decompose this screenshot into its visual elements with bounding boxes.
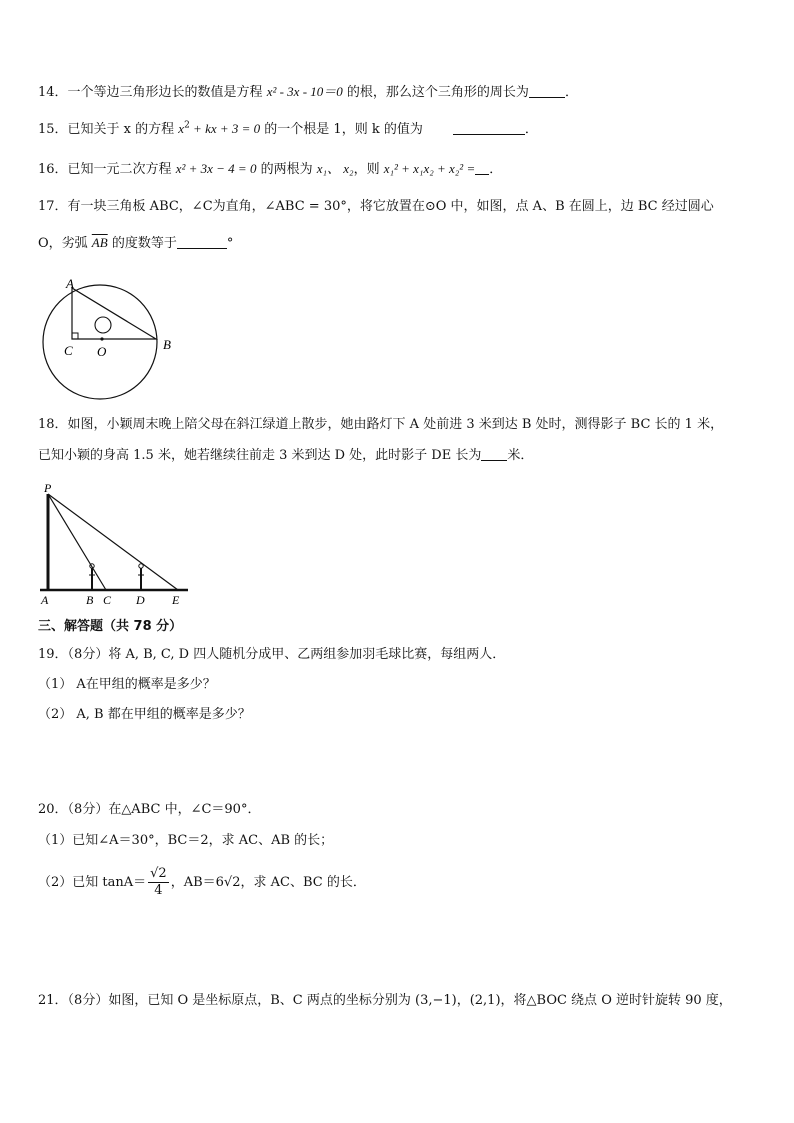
question-21-stem: 21．（8分）如图，已知 O 是坐标原点，B、C 两点的坐标分别为 (3,−1)，(2,1)，将△BOC 绕点 O 逆时针旋转 90 度，	[38, 993, 732, 1008]
q17-line2-suffix: 的度数等于	[107, 236, 177, 251]
question-20-part1: （1）已知∠A＝30°，BC＝2，求 AC、AB 的长；	[38, 833, 334, 848]
q16-then: ，则	[353, 162, 384, 177]
question-17-line2	[38, 234, 233, 253]
q15-end: ．	[524, 122, 538, 137]
section-3-heading: 三、解答题（共 78 分）	[38, 619, 183, 634]
question-19-part2: （2） A, B 都在甲组的概率是多少？	[38, 707, 251, 722]
label-a: A	[66, 276, 74, 291]
triangle-abc	[72, 288, 156, 339]
q16-roots: x₁、 x₂	[316, 161, 354, 176]
q20-part2-mid: ，AB＝6	[170, 875, 224, 890]
q17-degree: °	[226, 236, 234, 251]
label-p: P	[44, 481, 52, 495]
question-20-stem: 20．（8分）在△ABC 中，∠C＝90°．	[38, 802, 261, 817]
q17-circle-triangle-figure	[38, 272, 188, 402]
triangle-hole	[95, 317, 111, 333]
label-b: B	[86, 593, 94, 607]
label-o: O	[97, 344, 107, 359]
q16-prefix: 16．已知一元二次方程	[38, 162, 176, 177]
question-14	[38, 83, 578, 102]
question-18-line1: 18．如图，小颖周末晚上陪父母在斜江绿道上散步，她由路灯下 A 处前进 3 米到达 B 处时，测得影子 BC 长的 1 米，	[38, 417, 724, 432]
tan-a-fraction	[148, 866, 169, 899]
q18-line2-prefix: 已知小颖的身高 1.5 米，她若继续往前走 3 米到达 D 处，此时影子 DE 长为	[38, 448, 482, 463]
q15-eq-x: x	[178, 121, 185, 136]
label-c: C	[103, 593, 112, 607]
light-ray-c	[48, 494, 106, 590]
q15-suffix: 的一个根是 1，则 k 的值为	[260, 122, 423, 137]
q20-radical: √2	[223, 875, 241, 890]
question-20-part2	[38, 866, 366, 899]
label-d: D	[136, 593, 145, 607]
label-a: A	[41, 593, 49, 607]
q16-end: ．	[489, 162, 503, 177]
circle-o	[43, 285, 157, 399]
question-18-line2	[38, 446, 533, 465]
q15-prefix: 15．已知关于 x 的方程	[38, 122, 179, 137]
person-at-d	[138, 564, 144, 590]
q16-answer-blank	[475, 160, 489, 175]
question-16	[38, 160, 502, 179]
q15-eq-rest: + kx + 3 = 0	[189, 121, 261, 136]
q14-suffix: 的根，那么这个三角形的周长为	[342, 85, 529, 100]
fraction-denominator: 4	[154, 883, 163, 898]
question-15: 15．已知关于 x 的方程 $x^2$ + kx + 3 = 0 的一个根是 1，则 k 的值为 ．	[38, 120, 538, 137]
q17-line2-prefix: O，劣弧	[38, 236, 92, 251]
label-c: C	[64, 343, 73, 358]
right-angle-mark	[72, 333, 78, 339]
light-ray-e	[48, 494, 178, 590]
fraction-numerator: √2	[150, 866, 167, 881]
q16-expression: x₁² + x₁x₂ + x₂² =	[383, 161, 476, 176]
q14-prefix: 14．一个等边三角形边长的数值是方程	[38, 85, 267, 100]
label-e: E	[172, 593, 180, 607]
q16-mid: 的两根为	[256, 162, 317, 177]
q17-answer-blank	[177, 234, 227, 249]
q17-arc-ab: $\overline{AB}$	[91, 235, 108, 250]
q18-answer-blank	[481, 446, 507, 461]
q16-equation: x² + 3x − 4 = 0	[175, 161, 257, 176]
q14-equation: x² - 3x - 10＝0	[266, 84, 343, 99]
q20-part2-prefix: （2）已知 tanA＝	[38, 875, 147, 890]
q20-part2-suffix: ，求 AC、BC 的长．	[240, 875, 366, 890]
q14-answer-blank	[529, 83, 565, 98]
q14-end: ．	[564, 85, 578, 100]
question-19-part1: （1） A在甲组的概率是多少？	[38, 677, 216, 692]
center-point	[100, 337, 103, 340]
q15-answer-blank	[453, 120, 525, 135]
q18-streetlight-figure	[36, 480, 196, 610]
label-b: B	[163, 337, 171, 352]
q18-line2-suffix: 米．	[507, 448, 534, 463]
question-17-line1: 17．有一块三角板 ABC，∠C为直角，∠ABC = 30°，将它放置在⊙O 中，如图，点 A、B 在圆上，边 BC 经过圆心	[38, 199, 714, 214]
question-19-stem: 19．（8分）将 A, B, C, D 四人随机分成甲、乙两组参加羽毛球比赛，每组两人．	[38, 647, 506, 662]
person-at-b	[89, 564, 95, 590]
